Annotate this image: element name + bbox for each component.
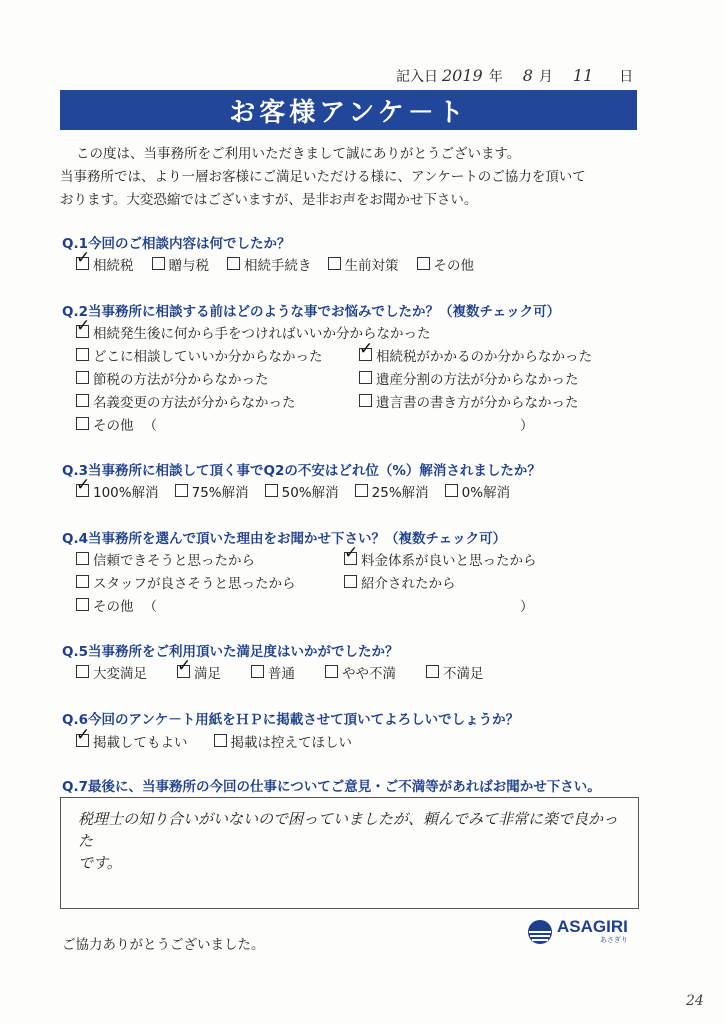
checkbox-checked-icon[interactable]: ✓	[344, 543, 359, 563]
asagiri-logo	[527, 918, 628, 945]
q6-question: Q.6今回のアンケ－ト用紙をＨＰに掲載させて頂いてよろしいでしょうか？	[62, 712, 520, 728]
q3-question: Q.3当事務所に相談して頂く事でQ2の不安はどれ位（%）解消されましたか？	[62, 463, 541, 479]
checkbox-checked-icon[interactable]: ✓	[76, 248, 91, 268]
checkbox-empty-icon[interactable]	[152, 257, 165, 270]
checkbox-empty-icon[interactable]	[426, 665, 439, 678]
q6-option-allow[interactable]: ✓ 掲載してもよい	[76, 725, 188, 751]
q2-options	[76, 316, 636, 435]
q5-option-dissatisfied[interactable]: 不満足	[426, 662, 484, 682]
checkbox-empty-icon[interactable]	[227, 257, 240, 270]
q1-option-procedures[interactable]: 相続手続き	[227, 254, 312, 274]
checkbox-empty-icon[interactable]	[76, 665, 89, 678]
checkbox-empty-icon[interactable]	[76, 348, 89, 361]
q4-option-pricing[interactable]: ✓ 料金体系が良いと思ったから	[344, 543, 537, 569]
q1-option-other[interactable]: その他	[417, 254, 475, 274]
q4-option-staff[interactable]: スタッフが良さそうと思ったから	[76, 572, 296, 592]
checkbox-empty-icon[interactable]	[76, 371, 89, 384]
q4-other-input[interactable]: （ ）	[143, 598, 534, 615]
q5-option-neutral[interactable]: 普通	[251, 662, 295, 682]
q4-option-other[interactable]: その他	[76, 595, 134, 615]
page-number: 24	[686, 993, 704, 1009]
logo-name: ASAGIRI	[557, 917, 628, 936]
q5-option-satisfied[interactable]: ✓ 満足	[177, 656, 221, 682]
q4-options	[76, 543, 636, 617]
date-year: 2019	[442, 66, 483, 85]
q2-option-6[interactable]: 遺言書の書き方が分からなかった	[359, 391, 579, 411]
q3-option-75[interactable]: 75%解消	[175, 481, 249, 501]
q2-question: Q.2当事務所に相談する前はどのような事でお悩みでしたか？（複数チェック可）	[62, 304, 561, 320]
entry-date	[396, 66, 635, 86]
q2-option-5[interactable]: 名義変更の方法が分からなかった	[76, 391, 296, 411]
page-title: お客様アンケ－ト	[60, 90, 637, 130]
q1-option-pre-death-planning[interactable]: 生前対策	[328, 254, 399, 274]
q2-option-1[interactable]: どこに相談していいか分からなかった	[76, 345, 323, 365]
checkbox-empty-icon[interactable]	[76, 394, 89, 407]
checkbox-empty-icon[interactable]	[445, 484, 458, 497]
checkbox-empty-icon[interactable]	[214, 734, 227, 747]
checkbox-checked-icon[interactable]: ✓	[76, 316, 91, 336]
intro-line-3: おります。大変恐縮ではございますが、是非お声をお聞かせ下さい。	[60, 192, 478, 208]
q4-option-referral[interactable]: 紹介されたから	[344, 572, 456, 592]
q7-answer-line-2: です。	[78, 854, 122, 872]
q1-option-inheritance-tax[interactable]: ✓ 相続税	[76, 248, 134, 274]
date-label: 記入日	[396, 69, 438, 85]
checkbox-empty-icon[interactable]	[175, 484, 188, 497]
q4-question: Q.4当事務所を選んで頂いた理由をお聞かせ下さい？（複数チェック可）	[62, 531, 507, 547]
q1-option-gift-tax[interactable]: 贈与税	[152, 254, 210, 274]
checkbox-checked-icon[interactable]: ✓	[359, 339, 374, 359]
checkbox-empty-icon[interactable]	[76, 575, 89, 588]
q5-question: Q.5当事務所をご利用頂いた満足度はいかがでしたか？	[62, 644, 399, 660]
q1-options	[76, 248, 488, 275]
q2-option-4[interactable]: 遺産分割の方法が分からなかった	[359, 368, 579, 388]
checkbox-empty-icon[interactable]	[417, 257, 430, 270]
asagiri-logo-icon	[527, 919, 553, 945]
date-month: 8	[522, 66, 533, 85]
checkbox-empty-icon[interactable]	[344, 575, 357, 588]
q2-option-0[interactable]: ✓ 相続発生後に何から手をつければいいか分からなかった	[76, 316, 431, 342]
date-day-unit: 日	[619, 69, 634, 85]
q4-option-trust[interactable]: 信頼できそうと思ったから	[76, 549, 255, 569]
q2-other-input[interactable]: （ ）	[143, 417, 534, 434]
q3-option-25[interactable]: 25%解消	[355, 481, 429, 501]
q6-option-decline[interactable]: 掲載は控えてほしい	[214, 731, 353, 751]
q5-option-somewhat-dissatisfied[interactable]: やや不満	[325, 662, 396, 682]
q2-option-3[interactable]: 節税の方法が分からなかった	[76, 368, 269, 388]
checkbox-checked-icon[interactable]: ✓	[177, 656, 192, 676]
intro-text	[60, 143, 660, 212]
checkbox-empty-icon[interactable]	[76, 598, 89, 611]
q5-options	[76, 656, 498, 683]
q3-option-0[interactable]: 0%解消	[445, 481, 510, 501]
checkbox-empty-icon[interactable]	[355, 484, 368, 497]
intro-line-2: 当事務所では、より一層お客様にご満足いただける様に、アンケートのご協力を頂いて	[60, 169, 586, 185]
q2-option-2[interactable]: ✓ 相続税がかかるのか分からなかった	[359, 339, 592, 365]
checkbox-checked-icon[interactable]: ✓	[76, 475, 91, 495]
q5-option-very-satisfied[interactable]: 大変満足	[76, 662, 147, 682]
q7-handwritten-answer	[78, 808, 623, 874]
checkbox-empty-icon[interactable]	[251, 665, 264, 678]
q3-option-100[interactable]: ✓ 100%解消	[76, 475, 159, 501]
q7-question: Q.7最後に、当事務所の今回の仕事についてご意見・ご不満等があればお聞かせ下さい。	[62, 779, 601, 795]
checkbox-empty-icon[interactable]	[76, 552, 89, 565]
date-year-unit: 年	[488, 69, 503, 85]
date-day: 11	[572, 66, 594, 85]
checkbox-empty-icon[interactable]	[325, 665, 338, 678]
checkbox-checked-icon[interactable]: ✓	[76, 725, 91, 745]
checkbox-empty-icon[interactable]	[359, 371, 372, 384]
q7-answer-line-1: 税理士の知り合いがいないので困っていましたが、頼んでみて非常に楽で良かった	[78, 810, 619, 850]
q6-options	[76, 725, 366, 752]
checkbox-empty-icon[interactable]	[265, 484, 278, 497]
q1-question: Q.1今回のご相談内容は何でしたか？	[62, 236, 291, 252]
intro-line-1: この度は、当事務所をご利用いただきまして誠にありがとうございます。	[76, 146, 521, 162]
checkbox-empty-icon[interactable]	[328, 257, 341, 270]
date-month-unit: 月	[538, 69, 553, 85]
thanks-message: ご協力ありがとうございました。	[62, 937, 265, 953]
q2-option-other[interactable]: その他	[76, 414, 134, 434]
q3-options	[76, 475, 524, 502]
logo-subtext: あさぎり	[599, 936, 628, 944]
checkbox-empty-icon[interactable]	[76, 417, 89, 430]
checkbox-empty-icon[interactable]	[359, 394, 372, 407]
q3-option-50[interactable]: 50%解消	[265, 481, 339, 501]
